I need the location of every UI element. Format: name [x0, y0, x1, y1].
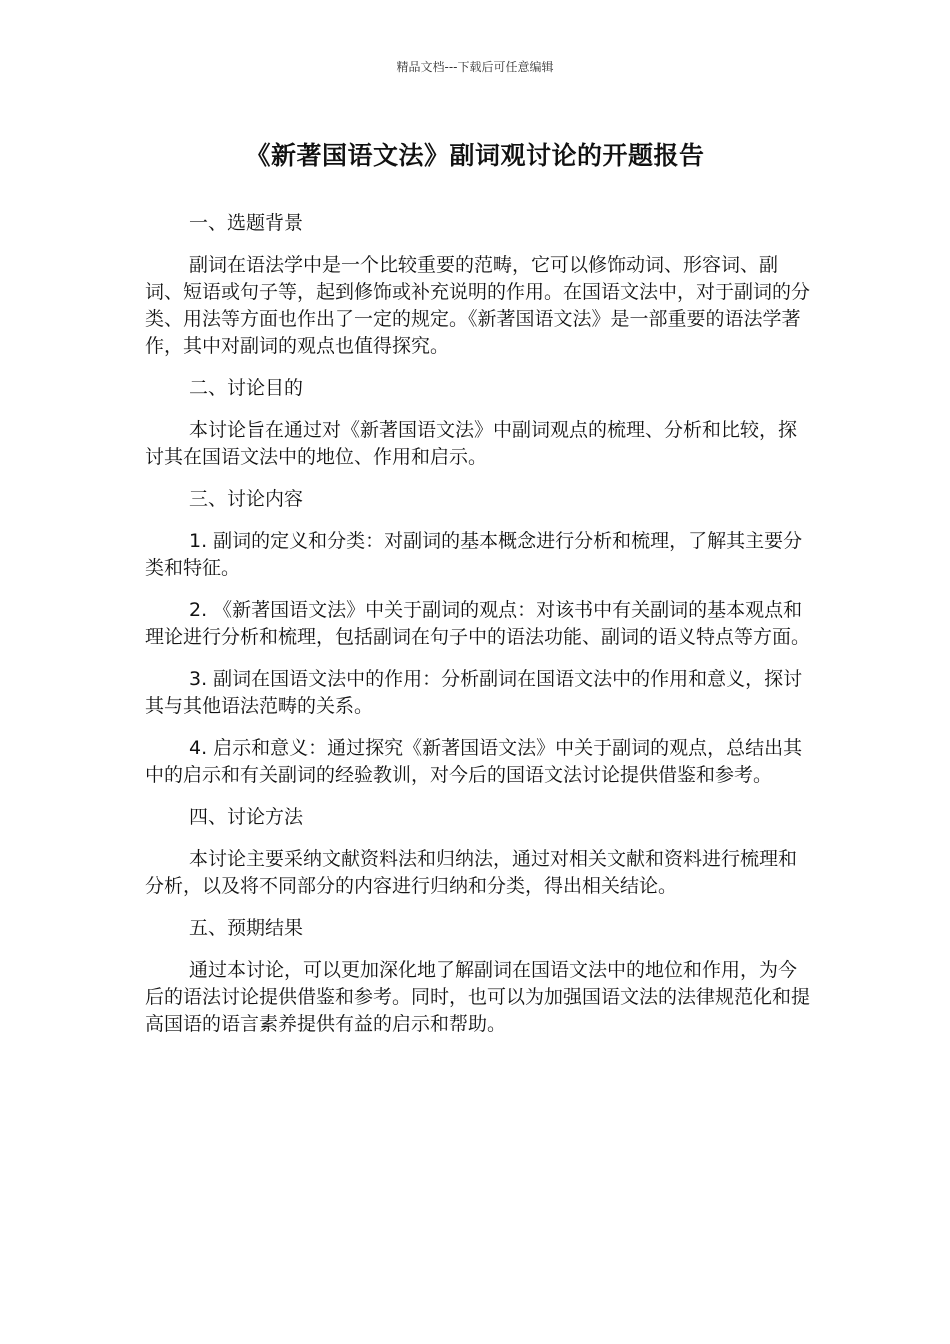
paragraph-content-1: 1. 副词的定义和分类：对副词的基本概念进行分析和梳理，了解其主要分类和特征。: [145, 530, 803, 579]
section-heading-method: 四、讨论方法: [189, 806, 304, 828]
paragraph-purpose: 本讨论旨在通过对《新著国语文法》中副词观点的梳理、分析和比较，探讨其在国语文法中的地位、作用和启示。: [145, 419, 798, 468]
header-note: 精品文档---下载后可任意编辑: [396, 60, 554, 74]
paragraph-method: 本讨论主要采纳文献资料法和归纳法，通过对相关文献和资料进行梳理和分析，以及将不同部分的内容进行归纳和分类，得出相关结论。: [145, 848, 798, 897]
document-body: [145, 210, 810, 1053]
section-heading-background: 一、选题背景: [189, 212, 304, 234]
paragraph-content-2: 2. 《新著国语文法》中关于副词的观点：对该书中有关副词的基本观点和理论进行分析和梳理，包括副词在句子中的语法功能、副词的语义特点等方面。: [145, 599, 811, 648]
document-title: 《新著国语文法》副词观讨论的开题报告: [245, 141, 705, 170]
section-heading-purpose: 二、讨论目的: [189, 377, 304, 399]
paragraph-expected-results: 通过本讨论，可以更加深化地了解副词在国语文法中的地位和作用，为今后的语法讨论提供借鉴和参考。同时，也可以为加强国语文法的法律规范化和提高国语的语言素养提供有益的启示和帮助。: [145, 959, 811, 1035]
section-heading-expected-results: 五、预期结果: [189, 917, 304, 939]
paragraph-content-3: 3. 副词在国语文法中的作用：分析副词在国语文法中的作用和意义，探讨其与其他语法范畴的关系。: [145, 668, 803, 717]
section-heading-content: 三、讨论内容: [189, 488, 304, 510]
paragraph-content-4: 4. 启示和意义：通过探究《新著国语文法》中关于副词的观点，总结出其中的启示和有关副词的经验教训，对今后的国语文法讨论提供借鉴和参考。: [145, 737, 803, 786]
paragraph-background: 副词在语法学中是一个比较重要的范畴，它可以修饰动词、形容词、副词、短语或句子等，起到修饰或补充说明的作用。在国语文法中，对于副词的分类、用法等方面也作出了一定的规定。《新著国语文法》是一部重要的语法学著作，其中对副词的观点也值得探究。: [145, 254, 811, 357]
